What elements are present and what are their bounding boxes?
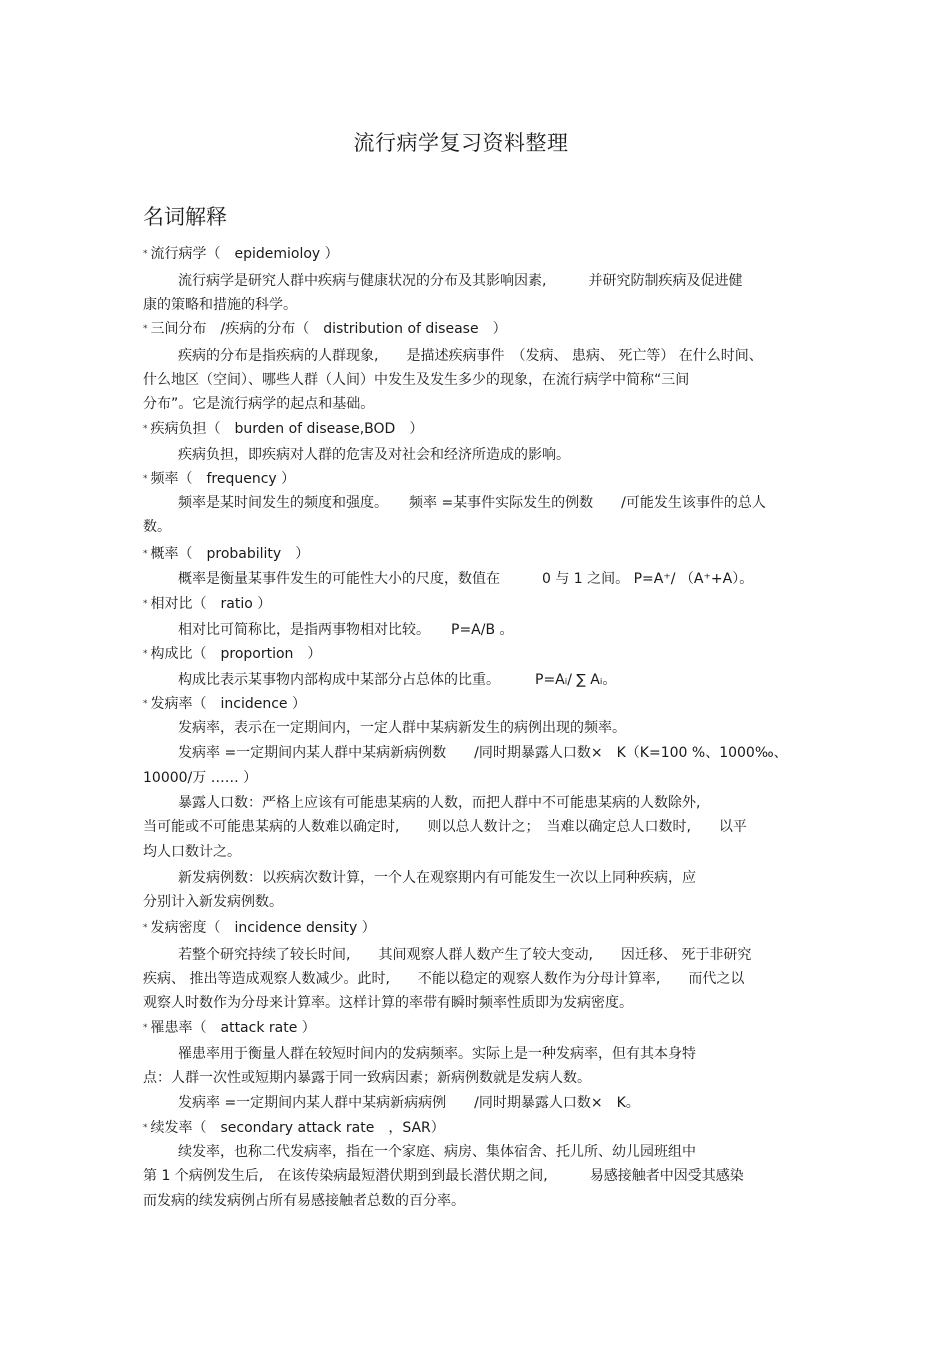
term-heading [143, 1119, 445, 1137]
definition-line: 发病率 =一定期间内某人群中某病新病病例 /同时期暴露人口数× K。 [178, 1095, 640, 1111]
definition-line: 续发率，也称二代发病率，指在一个家庭、病房、集体宿舍、托儿所、幼儿园班组中 [178, 1144, 696, 1160]
bullet-mark: * [143, 324, 148, 334]
term-label: 发病密度（ incidence density ） [150, 920, 376, 936]
term-label: 频率（ frequency ） [150, 471, 296, 487]
term-heading [143, 245, 339, 263]
term-label: 流行病学（ epidemioloy ） [150, 246, 339, 262]
definition-line: 发病率 =一定期间内某人群中某病新病例数 /同时期暴露人口数× K（K=100 %、1000‰、 [178, 745, 788, 761]
definition-line: 分布”。它是流行病学的起点和基础。 [143, 396, 375, 412]
definition-line: 什么地区（空间）、哪些人群（人间）中发生及发生多少的现象，在流行病学中简称“三间 [143, 372, 690, 388]
term-label: 罹患率（ attack rate ） [150, 1020, 316, 1036]
term-label: 疾病负担（ burden of disease,BOD ） [150, 421, 424, 437]
definition-line: 观察人时数作为分母来计算率。这样计算的率带有瞬时频率性质即为发病密度。 [143, 995, 633, 1011]
definition-line: 概率是衡量某事件发生的可能性大小的尺度，数值在 0 与 1 之间。 P=A⁺/ （A⁺+A）。 [178, 571, 754, 587]
term-heading [143, 420, 423, 438]
bullet-mark: * [143, 474, 148, 484]
bullet-mark: * [143, 649, 148, 659]
term-label: 相对比（ ratio ） [150, 596, 272, 612]
section-heading: 名词解释 [143, 205, 227, 229]
definition-line: 频率是某时间发生的频度和强度。 频率 =某事件实际发生的例数 /可能发生该事件的总人 [178, 495, 766, 511]
definition-line: 而发病的续发病例占所有易感接触者总数的百分率。 [143, 1193, 465, 1209]
definition-line: 当可能或不可能患某病的人数难以确定时, 则以总人数计之； 当难以确定总人口数时, 以平 [143, 819, 747, 835]
definition-line: 疾病的分布是指疾病的人群现象, 是描述疾病事件 （发病、 患病、 死亡等） 在什么时间、 [178, 348, 763, 364]
term-label: 概率（ probability ） [150, 546, 310, 562]
bullet-mark: * [143, 1023, 148, 1033]
term-heading [143, 545, 309, 563]
definition-line: 构成比表示某事物内部构成中某部分占总体的比重。 P=Aᵢ/ ∑ Aᵢ。 [178, 672, 617, 688]
term-label: 三间分布 /疾病的分布（ distribution of disease ） [150, 321, 507, 337]
term-heading [143, 1019, 316, 1037]
bullet-mark: * [143, 699, 148, 709]
bullet-mark: * [143, 599, 148, 609]
definition-line: 均人口数计之。 [143, 844, 241, 860]
document-title: 流行病学复习资料整理 [353, 131, 569, 155]
bullet-mark: * [143, 923, 148, 933]
definition-line: 分别计入新发病例数。 [143, 894, 283, 910]
definition-line: 10000/万 …… ） [143, 770, 258, 786]
term-heading [143, 645, 321, 663]
term-heading [143, 595, 271, 613]
definition-line: 若整个研究持续了较长时间, 其间观察人群人数产生了较大变动, 因迁移、 死于非研究 [178, 947, 752, 963]
term-heading [143, 320, 507, 338]
definition-line: 新发病例数：以疾病次数计算，一个人在观察期内有可能发生一次以上同种疾病，应 [178, 870, 696, 886]
definition-line: 康的策略和措施的科学。 [143, 297, 297, 313]
bullet-mark: * [143, 549, 148, 559]
definition-line: 数。 [143, 519, 171, 535]
definition-line: 疾病负担，即疾病对人群的危害及对社会和经济所造成的影响。 [178, 447, 570, 463]
definition-line: 点：人群一次性或短期内暴露于同一致病因素；新病例数就是发病人数。 [143, 1070, 591, 1086]
definition-line: 疾病、 推出等造成观察人数减少。此时, 不能以稳定的观察人数作为分母计算率, 而代之以 [143, 971, 745, 987]
term-heading [143, 919, 376, 937]
definition-line: 流行病学是研究人群中疾病与健康状况的分布及其影响因素, 并研究防制疾病及促进健 [178, 273, 743, 289]
term-label: 构成比（ proportion ） [150, 646, 322, 662]
definition-line: 相对比可简称比，是指两事物相对比较。 P=A/B 。 [178, 622, 514, 638]
bullet-mark: * [143, 1123, 148, 1133]
definition-line: 暴露人口数：严格上应该有可能患某病的人数，而把人群中不可能患某病的人数除外, [178, 795, 701, 811]
term-label: 续发率（ secondary attack rate ，SAR） [150, 1120, 445, 1136]
definition-line: 罹患率用于衡量人群在较短时间内的发病频率。实际上是一种发病率，但有其本身特 [178, 1046, 696, 1062]
term-heading [143, 470, 295, 488]
term-heading [143, 695, 306, 713]
bullet-mark: * [143, 424, 148, 434]
definition-line: 第 1 个病例发生后, 在该传染病最短潜伏期到到最长潜伏期之间, 易感接触者中因受其感染 [143, 1168, 744, 1184]
term-label: 发病率（ incidence ） [150, 696, 306, 712]
definition-line: 发病率，表示在一定期间内，一定人群中某病新发生的病例出现的频率。 [178, 720, 626, 736]
bullet-mark: * [143, 249, 148, 259]
